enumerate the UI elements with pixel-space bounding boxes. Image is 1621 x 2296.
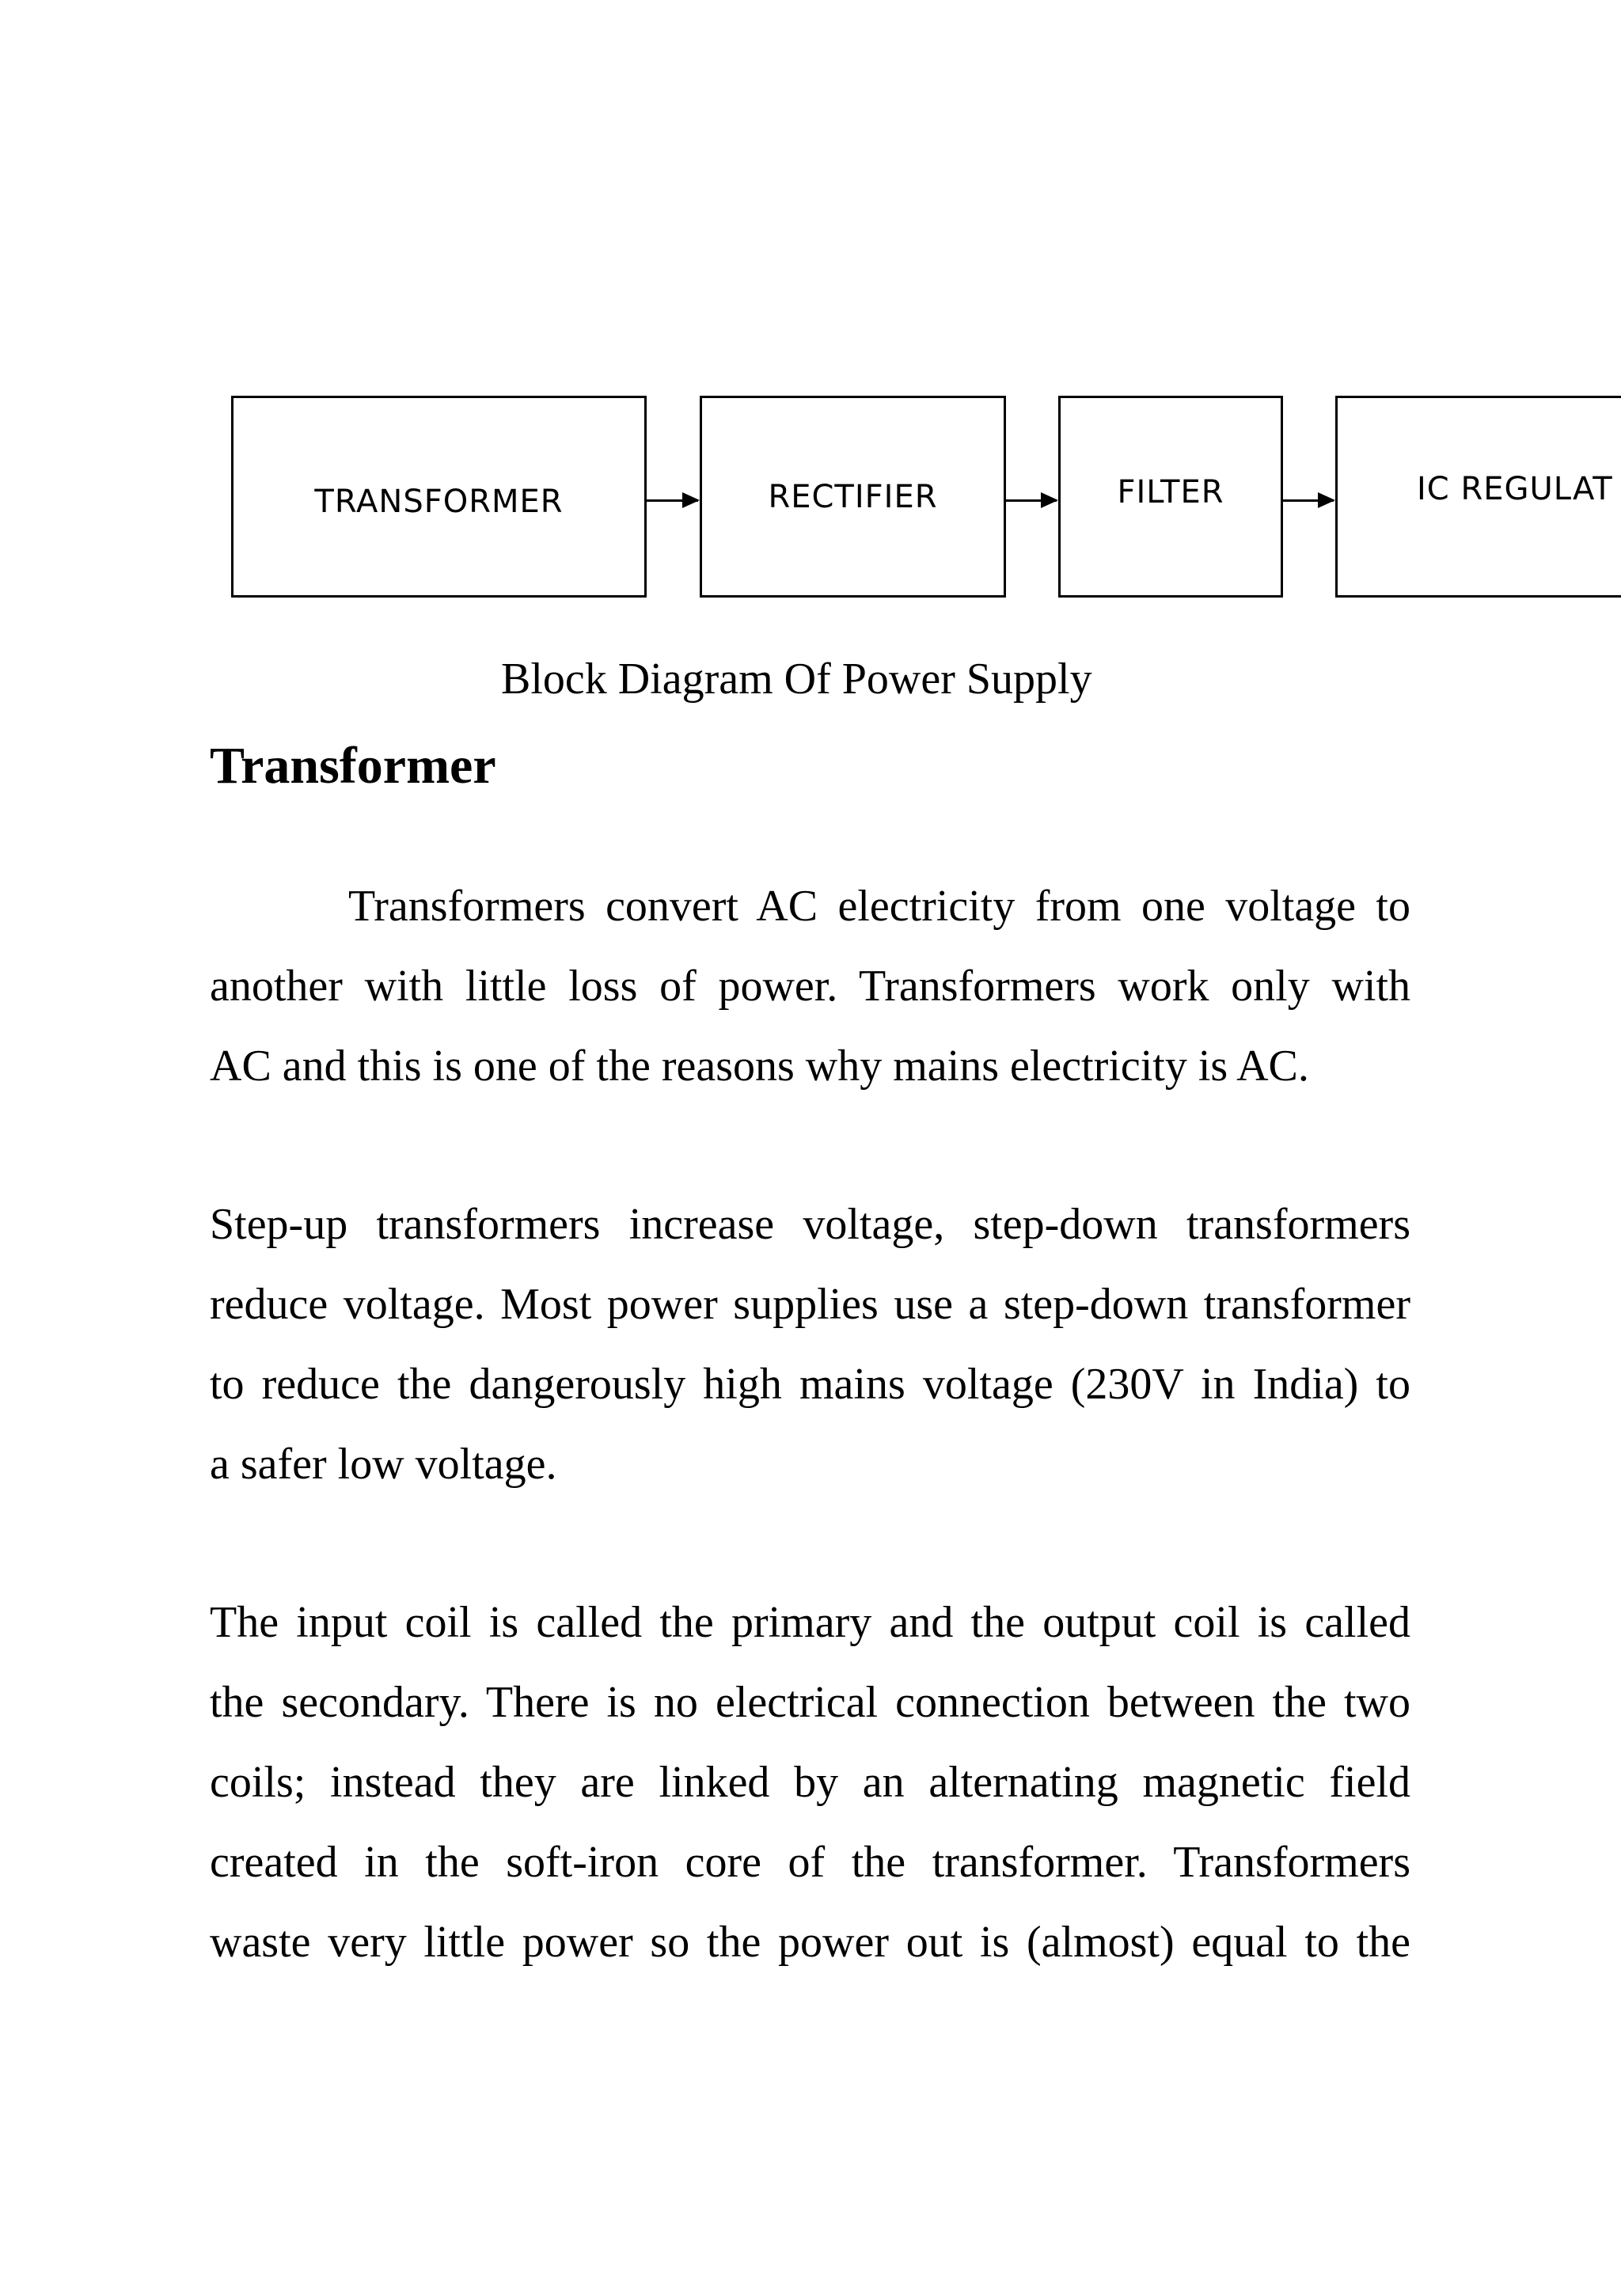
paragraph-line: created in the soft-iron core of the transformer. Transformers	[210, 1838, 1410, 1887]
paragraph	[210, 1583, 1410, 1983]
paragraph-line: waste very little power so the power out is (almost) equal to the	[210, 1918, 1410, 1967]
arrow-right-icon	[1283, 499, 1334, 502]
rectifier-block	[700, 396, 1006, 598]
paragraph-line: Step-up transformers increase voltage, step-down transformers	[210, 1200, 1410, 1249]
paragraph-line: a safer low voltage.	[210, 1440, 557, 1489]
ic-regulator-block	[1335, 396, 1621, 598]
paragraph-line: coils; instead they are linked by an alternating magnetic field	[210, 1758, 1410, 1807]
filter-block	[1058, 396, 1283, 598]
paragraph-line	[210, 867, 1410, 947]
section-heading: Transformer	[210, 737, 496, 795]
paragraph-line: reduce voltage. Most power supplies use a step-down transformer	[210, 1280, 1410, 1329]
paragraph-line: to reduce the dangerously high mains voltage (230V in India) to	[210, 1360, 1410, 1409]
paragraph	[210, 867, 1410, 1106]
transformer-block	[231, 396, 647, 598]
ic-regulator-block-label: IC REGULAT	[1417, 470, 1613, 507]
filter-block-label: FILTER	[1117, 473, 1224, 510]
rectifier-block-label: RECTIFIER	[768, 478, 938, 515]
diagram-caption: Block Diagram Of Power Supply	[501, 655, 1092, 704]
paragraph-line: The input coil is called the primary and the output coil is called	[210, 1598, 1410, 1647]
line-text: Transformers convert AC electricity from one voltage to	[348, 882, 1410, 931]
transformer-block-label: TRANSFORMER	[314, 483, 564, 520]
arrow-right-icon	[647, 499, 698, 502]
power-supply-block-diagram	[0, 0, 1621, 633]
paragraph-line: AC and this is one of the reasons why mains electricity is AC.	[210, 1042, 1309, 1091]
paragraph-line: another with little loss of power. Transformers work only with	[210, 962, 1410, 1011]
paragraph	[210, 1185, 1410, 1505]
arrow-right-icon	[1006, 499, 1057, 502]
paragraph-line: the secondary. There is no electrical connection between the two	[210, 1678, 1410, 1727]
